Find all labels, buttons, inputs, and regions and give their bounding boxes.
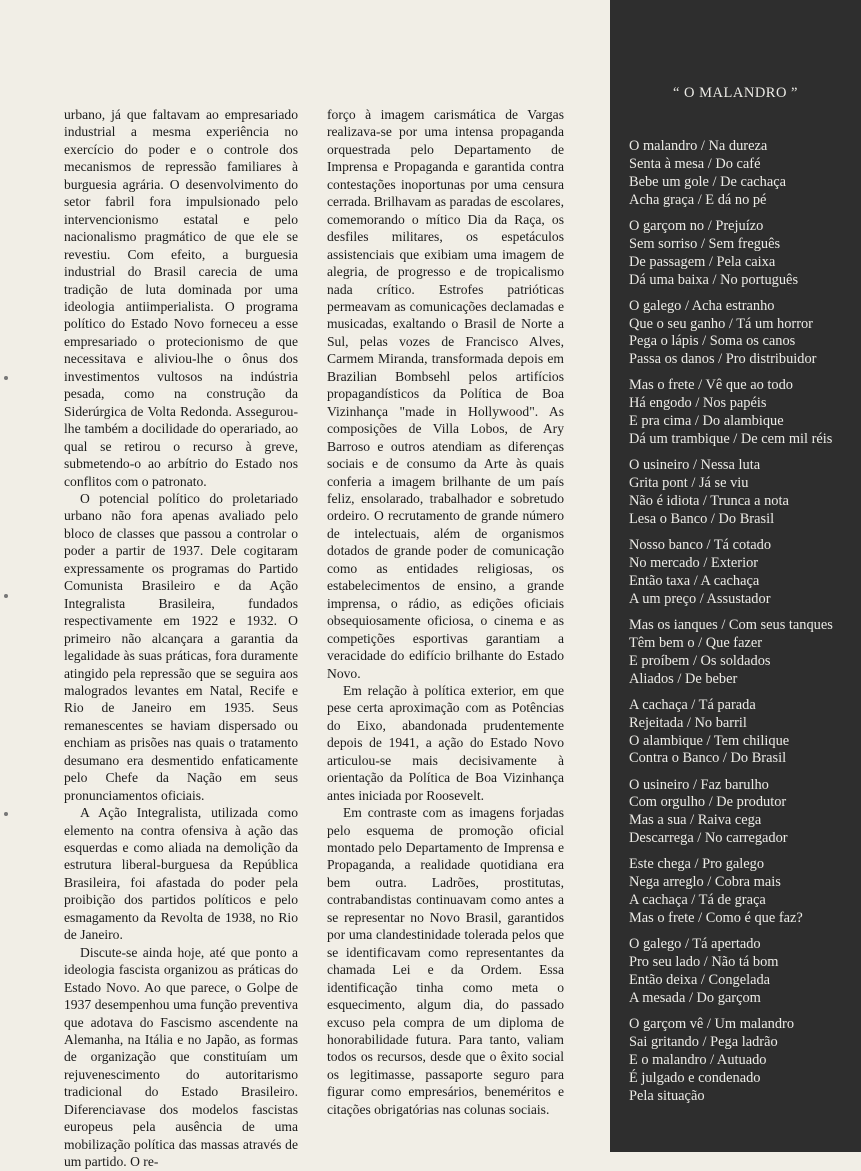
lyrics-line: E pra cima / Do alambique xyxy=(629,413,784,430)
lyrics-line: Senta à mesa / Do café xyxy=(629,155,761,172)
lyrics-stanza xyxy=(629,457,859,529)
lyrics-line: Descarrega / No carregador xyxy=(629,830,788,847)
lyrics-stanza xyxy=(629,617,859,689)
lyrics-line: A um preço / Assustador xyxy=(629,590,771,607)
lyrics-line: O malandro / Na dureza xyxy=(629,138,768,154)
binding-hole-mark xyxy=(4,594,8,598)
lyrics-line: Grita pont / Já se viu xyxy=(629,475,749,492)
paragraph: Em contraste com as imagens forjadas pelo esquema de promoção oficial montado pelo Departamento de Imprensa e Propaganda, a realidade quotidiana era bem outra. Ladrões, prostitutas, contrabandistas continuavam como antes a se representar no Novo Brasil, garantidos por uma clandestinidade tolerada pelos que se identificavam como representantes da chamada Lei e da Ordem. Essa identificação tinha como meta o esquecimento, algum dia, do passado excuso pela compra de um diploma de honorabilidade futura. Para tanto, valiam todos os recursos, desde que o êxito social os legitimasse, passaporte seguro para figurar como empresários, beneméritos e citações obrigatórias nas colunas sociais. xyxy=(327,805,564,1117)
lyrics-sidebar xyxy=(610,0,861,1152)
paragraph: O potencial político do proletariado urbano não fora apenas avaliado pelo bloco de classes que passou a controlar o poder a partir de 1937. Dele cogitaram expressamente os programas do Partido Comunista Brasileiro e da Ação Integralista Brasileira, fundados respectivamente em 1922 e 1932. O primeiro não alcançara a garantia da legalidade às suas práticas, fora duramente atingido pela repressão que se seguira aos malogrados levantes em Natal, Recife e Rio de Janeiro em 1935. Seus remanescentes se haviam dispersado ou enchiam as prisões nas quais o tratamento desumano era desmentido enfaticamente pelo Chefe da Nação em seus pronunciamentos oficiais. xyxy=(64,490,298,803)
binding-hole-mark xyxy=(4,376,8,380)
lyrics-line: No mercado / Exterior xyxy=(629,554,759,571)
lyrics-line: Que o seu ganho / Tá um horror xyxy=(629,315,813,332)
lyrics-line: Mas o frete / Vê que ao todo xyxy=(629,377,793,394)
lyrics-line: Bebe um gole / De cachaça xyxy=(629,173,787,190)
lyrics-line: Têm bem o / Que fazer xyxy=(629,634,763,651)
lyrics-line: O usineiro / Nessa luta xyxy=(629,457,761,474)
article-column-left xyxy=(64,106,298,1171)
lyrics-line: Pela situação xyxy=(629,1087,705,1104)
lyrics-stanza xyxy=(629,777,859,849)
article-column-middle xyxy=(327,106,564,1118)
lyrics-line: O galego / Acha estranho xyxy=(629,297,775,314)
lyrics-line: Dá um trambique / De cem mil réis xyxy=(629,431,833,448)
lyrics-line: Nosso banco / Tá cotado xyxy=(629,537,772,554)
lyrics-line: Mas o frete / Como é que faz? xyxy=(629,910,803,927)
lyrics-line: De passagem / Pela caixa xyxy=(629,253,776,270)
lyrics-line: Pega o lápis / Soma os canos xyxy=(629,333,796,350)
lyrics-stanza xyxy=(629,936,859,1008)
lyrics-line: Então taxa / A cachaça xyxy=(629,572,760,589)
binding-hole-mark xyxy=(4,812,8,816)
paragraph: forço à imagem carismática de Vargas realizava-se por uma intensa propaganda orquestrada pelo Departamento de Imprensa e Propaganda e garantida contra contestações inoportunas por uma censura cerrada. Brilhavam as paradas de escolares, comemorando o mítico Dia da Raça, os desfiles militares, os espetáculos assistenciais que exibiam uma imagem de alegria, de progresso e de tropicalismo nada crítico. Estrofes patrióticas permeavam as comunicações declamadas e musicadas, exaltando o Brasil de Norte a Sul, pelas vozes de Francisco Alves, Carmem Miranda, transformada depois em Brazilian Bombsehl pelos artifícios propagandísticos da Política de Boa Vizinhança "made in Hollywood". As composições de Villa Lobos, de Ary Barroso e outros atendiam as diferenças sociais e de consumo da Arte às quais conferia a imagem brilhante de um país feliz, ensolarado, trabalhador e sobretudo ordeiro. O recrutamento de grande número de intelectuais, além de organismos dotados de grande poder de comunicação como as entidades religiosas, os estabelecimentos de ensino, a grande imprensa, o rádio, as edições oficiais obsequiosamente oficiosa, o cinema e as competições esportivas garantiam a veracidade do edifício brilhante do Estado Novo. xyxy=(327,107,564,681)
lyrics-stanzas xyxy=(629,138,859,1114)
lyrics-line: Contra o Banco / Do Brasil xyxy=(629,750,787,767)
lyrics-line: A cachaça / Tá parada xyxy=(629,696,756,713)
lyrics-line: O usineiro / Faz barulho xyxy=(629,776,769,793)
lyrics-stanza xyxy=(629,138,859,210)
lyrics-line: Passa os danos / Pro distribuidor xyxy=(629,351,817,368)
sidebar-title: “ O MALANDRO ” xyxy=(673,85,798,101)
lyrics-line: Não é idiota / Trunca a nota xyxy=(629,493,789,510)
lyrics-line: Há engodo / Nos papéis xyxy=(629,395,767,412)
paragraph: Discute-se ainda hoje, até que ponto a ideologia fascista organizou as práticas do Estado Novo. Ao que parece, o Golpe de 1937 desempenhou uma função preventiva que adotava do Fascismo ascendente na Alemanha, na Itália e no Japão, as formas de organização que constituíam um rejuvenescimento do autoritarismo tradicional do Estado Brasileiro. Diferenciavase dos modelos fascistas europeus pela ausência de uma mobilização política das massas através de um partido. O re- xyxy=(64,944,298,1170)
lyrics-line: Com orgulho / De produtor xyxy=(629,794,787,811)
lyrics-line: Aliados / De beber xyxy=(629,670,738,687)
lyrics-line: E o malandro / Autuado xyxy=(629,1051,767,1068)
lyrics-line: O alambique / Tem chilique xyxy=(629,732,790,749)
lyrics-line: Sem sorriso / Sem freguês xyxy=(629,235,781,252)
paragraph: A Ação Integralista, utilizada como elemento na contra ofensiva à ação das esquerdas e como aliada na demolição da estrutura liberal-burguesa da República Brasileira, foi afastada do poder pela proibição dos partidos políticos e pelo esmagamento da Revolta de 1938, no Rio de Janeiro. xyxy=(64,805,298,943)
lyrics-line: Acha graça / E dá no pé xyxy=(629,191,767,208)
paragraph: urbano, já que faltavam ao empresariado industrial a mesma experiência no exercício do poder e o controle dos mecanismos de repressão familiares à burguesia agrária. O desenvolvimento do setor fabril fora impulsionado pelo intervencionismo estatal e pelo nacionalismo pragmático de que ele se revestiu. Com efeito, a burguesia industrial do Brasil carecia de uma tradição de luta dominada por uma ideologia antiimperialista. O programa político do Estado Novo forneceu a esse empresariado o protecionismo de que necessitava e aliviou-lhe o ônus dos investimentos vultosos na indústria pesada, como na construção da Siderúrgica de Volta Redonda. Assegurou-lhe também a docilidade do operariado, ao qual se retirou o recurso à greve, submetendo-o ao arbítrio do Estado nos conflitos com o patronato. xyxy=(64,107,298,489)
lyrics-line: Mas os ianques / Com seus tanques xyxy=(629,616,833,633)
lyrics-line: Lesa o Banco / Do Brasil xyxy=(629,510,775,527)
lyrics-line: A mesada / Do garçom xyxy=(629,989,761,1006)
lyrics-stanza xyxy=(629,1016,859,1106)
lyrics-stanza xyxy=(629,697,859,769)
lyrics-line: Dá uma baixa / No português xyxy=(629,271,799,288)
paragraph: Em relação à política exterior, em que pese certa aproximação com as Potências do Eixo, abandonada prudentemente depois de 1941, a ação do Estado Novo articulou-se mais decisivamente à orientação da Política de Boa Vizinhança antes iniciada por Roosevelt. xyxy=(327,682,564,803)
lyrics-line: O galego / Tá apertado xyxy=(629,936,761,953)
lyrics-line: Então deixa / Congelada xyxy=(629,971,771,988)
lyrics-stanza xyxy=(629,377,859,449)
lyrics-stanza xyxy=(629,856,859,928)
lyrics-line: Pro seu lado / Não tá bom xyxy=(629,954,779,971)
lyrics-line: E proíbem / Os soldados xyxy=(629,652,771,669)
lyrics-line: É julgado e condenado xyxy=(629,1069,761,1086)
lyrics-stanza xyxy=(629,298,859,370)
lyrics-line: A cachaça / Tá de graça xyxy=(629,892,766,909)
lyrics-line: Rejeitada / No barril xyxy=(629,714,747,731)
lyrics-line: Nega arreglo / Cobra mais xyxy=(629,874,781,891)
lyrics-line: Mas a sua / Raiva cega xyxy=(629,812,762,829)
lyrics-line: O garçom no / Prejuízo xyxy=(629,217,764,234)
lyrics-line: Sai gritando / Pega ladrão xyxy=(629,1033,778,1050)
lyrics-stanza xyxy=(629,218,859,290)
lyrics-line: O garçom vê / Um malandro xyxy=(629,1015,795,1032)
lyrics-line: Este chega / Pro galego xyxy=(629,856,765,873)
lyrics-stanza xyxy=(629,537,859,609)
